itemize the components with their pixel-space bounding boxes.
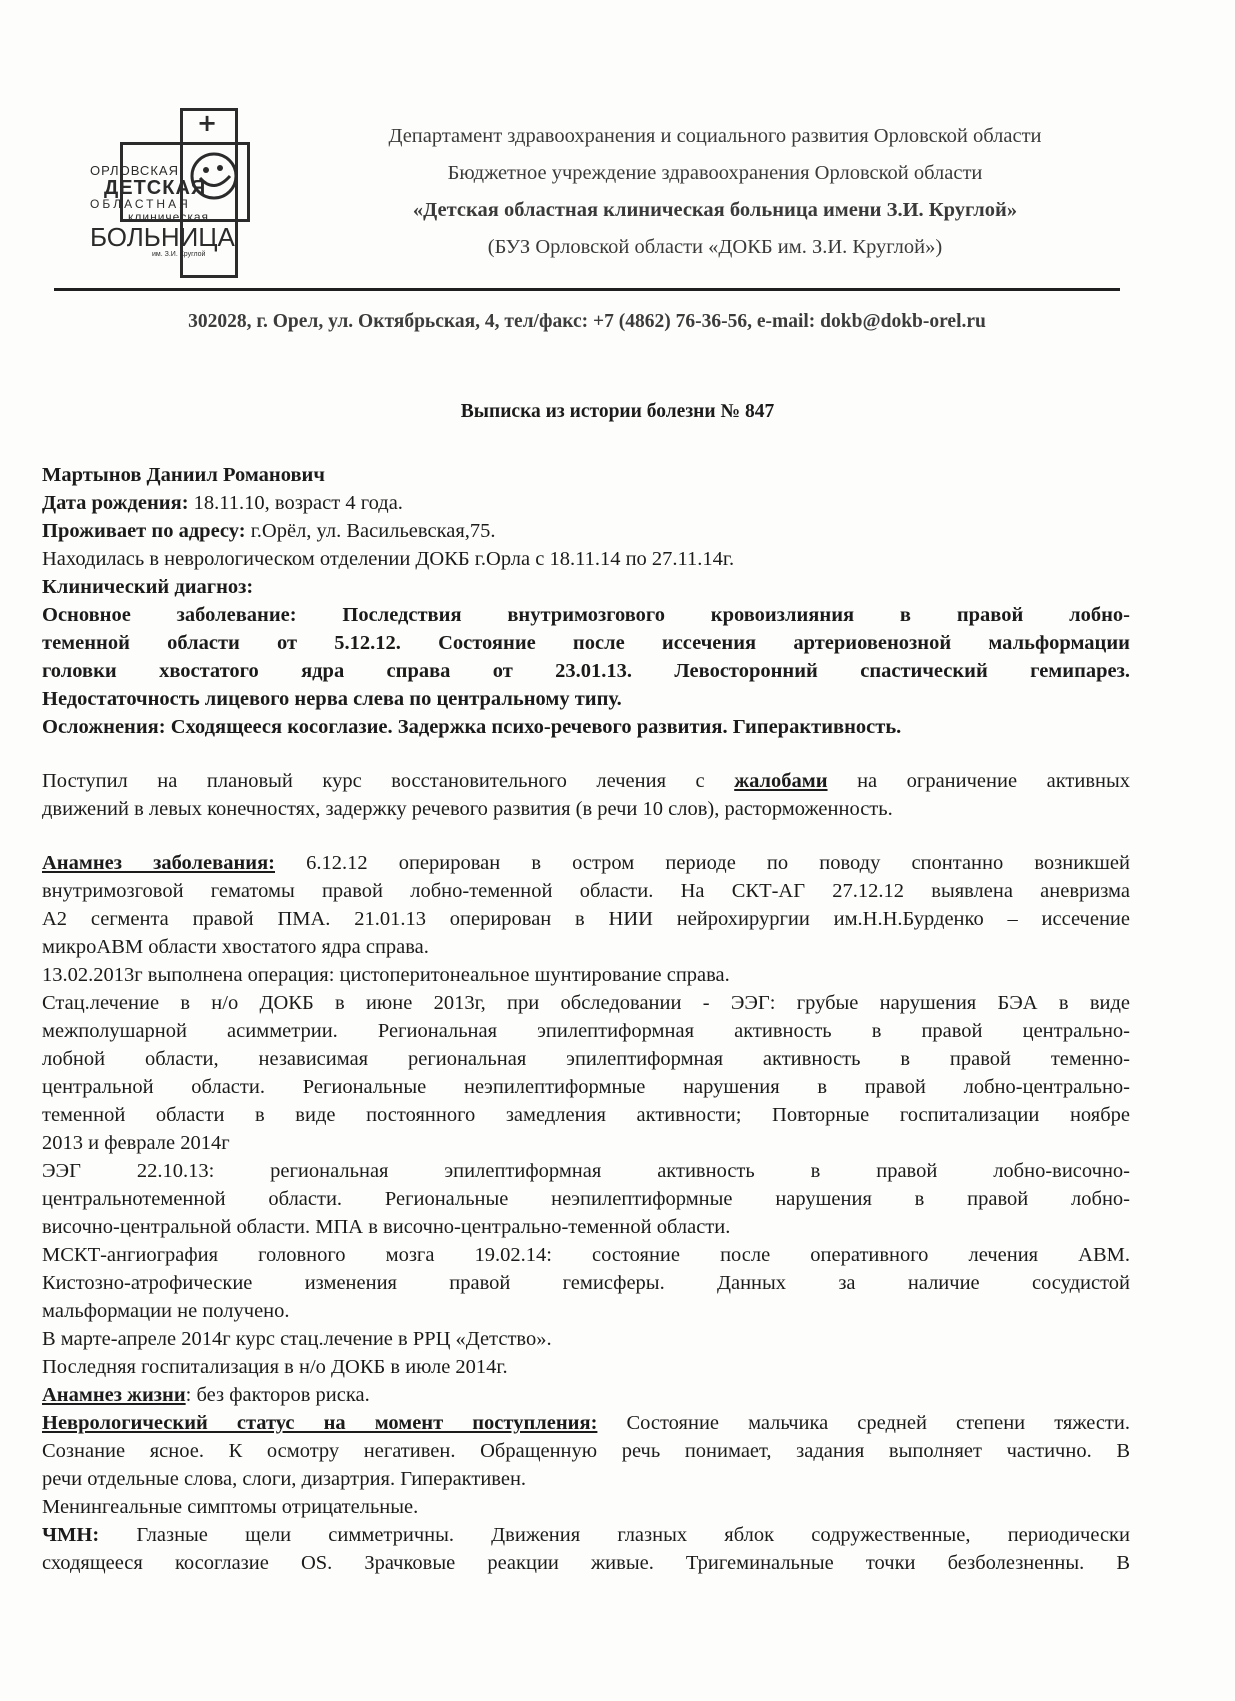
department-line: Департамент здравоохранения и социального развития Орловской области [388, 125, 1042, 147]
eeg-line: центральной области. Региональные неэпилептиформные нарушения в правой лобно-центрально- [42, 1076, 1130, 1098]
anamnesis-line: Анамнез заболевания: 6.12.12 оперирован в остром периоде по поводу спонтанно возникшей [42, 852, 1130, 874]
neuro-status-label: Неврологический статус на момент поступления: [42, 1412, 598, 1434]
eeg-line: лобной области, независимая региональная эпилептиформная активность в правой теменно- [42, 1048, 1130, 1070]
hospital-stay: Находилась в неврологическом отделении ДОКБ г.Орла с 18.11.14 по 27.11.14г. [42, 548, 735, 570]
cranial-nerves-label: ЧМН: [42, 1524, 100, 1546]
meningeal-line: Менингеальные симптомы отрицательные. [42, 1496, 419, 1518]
neuro-status-line: речи отдельные слова, слоги, дизартрия. Гиперактивен. [42, 1468, 527, 1490]
life-history-line: Анамнез жизни: без факторов риска. [42, 1384, 370, 1406]
anamnesis-label: Анамнез заболевания: [42, 852, 275, 874]
admission-line: движений в левых конечностях, задержку речевого развития (в речи 10 слов), расторможенность. [42, 798, 893, 820]
last-hospitalization-line: Последняя госпитализация в н/о ДОКБ в июле 2014г. [42, 1356, 508, 1378]
document-body [42, 461, 1130, 1577]
cranial-nerves-line: сходящееся косоглазие OS. Зрачковые реакции живые. Тригеминальные точки безболезненны. В [42, 1552, 1130, 1574]
msct-line: Кистозно-атрофические изменения правой гемисферы. Данных за наличие сосудистой [42, 1272, 1130, 1294]
diagnosis-heading: Клинический диагноз: [42, 576, 254, 598]
rehab-line: В марте-апреле 2014г курс стац.лечение в РРЦ «Детство». [42, 1328, 552, 1350]
neuro-status-line: Неврологический статус на момент поступления: Состояние мальчика средней степени тяжести. [42, 1412, 1130, 1434]
complaints-label: жалобами [734, 770, 828, 792]
document-title: Выписка из истории болезни № 847 [460, 401, 775, 422]
letterhead [280, 118, 1150, 266]
eeg-line: Стац.лечение в н/о ДОКБ в июне 2013г, при обследовании - ЭЭГ: грубые нарушения БЭА в виде [42, 992, 1130, 1014]
life-history-label: Анамнез жизни [42, 1384, 186, 1406]
anamnesis-line: 13.02.2013г выполнена операция: цистоперитонеальное шунтирование справа. [42, 964, 730, 986]
eeg2-line: височно-центральной области. МПА в височно-центрально-теменной области. [42, 1216, 731, 1238]
hospital-short-name-line: (БУЗ Орловской области «ДОКБ им. З.И. Круглой») [487, 236, 943, 258]
institution-type-line: Бюджетное учреждение здравоохранения Орловской области [447, 162, 983, 184]
eeg-line: теменной области в виде постоянного замедления активности; Повторные госпитализации ноябре [42, 1104, 1130, 1126]
diagnosis-line: Основное заболевание: Последствия внутримозгового кровоизлияния в правой лобно- [42, 604, 1130, 626]
anamnesis-line: А2 сегмента правой ПМА. 21.01.13 оперирован в НИИ нейрохирургии им.Н.Н.Бурденко – иссечение [42, 908, 1130, 930]
eeg-line: межполушарной асимметрии. Региональная эпилептиформная активность в правой центрально- [42, 1020, 1130, 1042]
cranial-nerves-line: ЧМН: Глазные щели симметричны. Движения глазных яблок содружественные, периодически [42, 1524, 1130, 1546]
hospital-logo [84, 108, 254, 283]
patient-address: Проживает по адресу: г.Орёл, ул. Васильевская,75. [42, 520, 496, 542]
patient-dob: Дата рождения: 18.11.10, возраст 4 года. [42, 492, 403, 514]
patient-name: Мартынов Даниил Романович [42, 464, 325, 486]
diagnosis-line: Недостаточность лицевого нерва слева по центральному типу. [42, 688, 622, 710]
eeg-line: 2013 и феврале 2014г [42, 1132, 230, 1154]
hospital-name-line: «Детская областная клиническая больница имени З.И. Круглой» [412, 199, 1018, 221]
plus-icon: + [196, 109, 218, 137]
neuro-status-line: Сознание ясное. К осмотру негативен. Обращенную речь понимает, задания выполняет частично. В [42, 1440, 1130, 1462]
eeg2-line: ЭЭГ 22.10.13: региональная эпилептиформная активность в правой лобно-височно- [42, 1160, 1130, 1182]
admission-line: Поступил на плановый курс восстановительного лечения с жалобами на ограничение активных [42, 770, 1130, 792]
eeg2-line: центральнотеменной области. Региональные неэпилептиформные нарушения в правой лобно- [42, 1188, 1130, 1210]
complications-line: Осложнения: Сходящееся косоглазие. Задержка психо-речевого развития. Гиперактивность. [42, 716, 902, 738]
msct-line: МСКТ-ангиография головного мозга 19.02.14: состояние после оперативного лечения АВМ. [42, 1244, 1130, 1266]
anamnesis-line: микроАВМ области хвостатого ядра справа. [42, 936, 429, 958]
header-divider [54, 288, 1120, 291]
anamnesis-line: внутримозговой гематомы правой лобно-теменной области. На СКТ-АГ 27.12.12 выявлена аневризма [42, 880, 1130, 902]
contact-address: 302028, г. Орел, ул. Октябрьская, 4, тел/факс: +7 (4862) 76-36-56, e-mail: dokb@dokb-orel.ru [188, 311, 986, 332]
msct-line: мальформации не получено. [42, 1300, 290, 1322]
logo-text: ОРЛОВСКАЯ ДЕТСКАЯ ОБЛАСТНАЯ клиническая БОЛЬНИЦА им. З.И. Круглой [90, 163, 235, 258]
diagnosis-line: головки хвостатого ядра справа от 23.01.13. Левосторонний спастический гемипарез. [42, 660, 1130, 682]
diagnosis-line: теменной области от 5.12.12. Состояние после иссечения артериовенозной мальформации [42, 632, 1130, 654]
